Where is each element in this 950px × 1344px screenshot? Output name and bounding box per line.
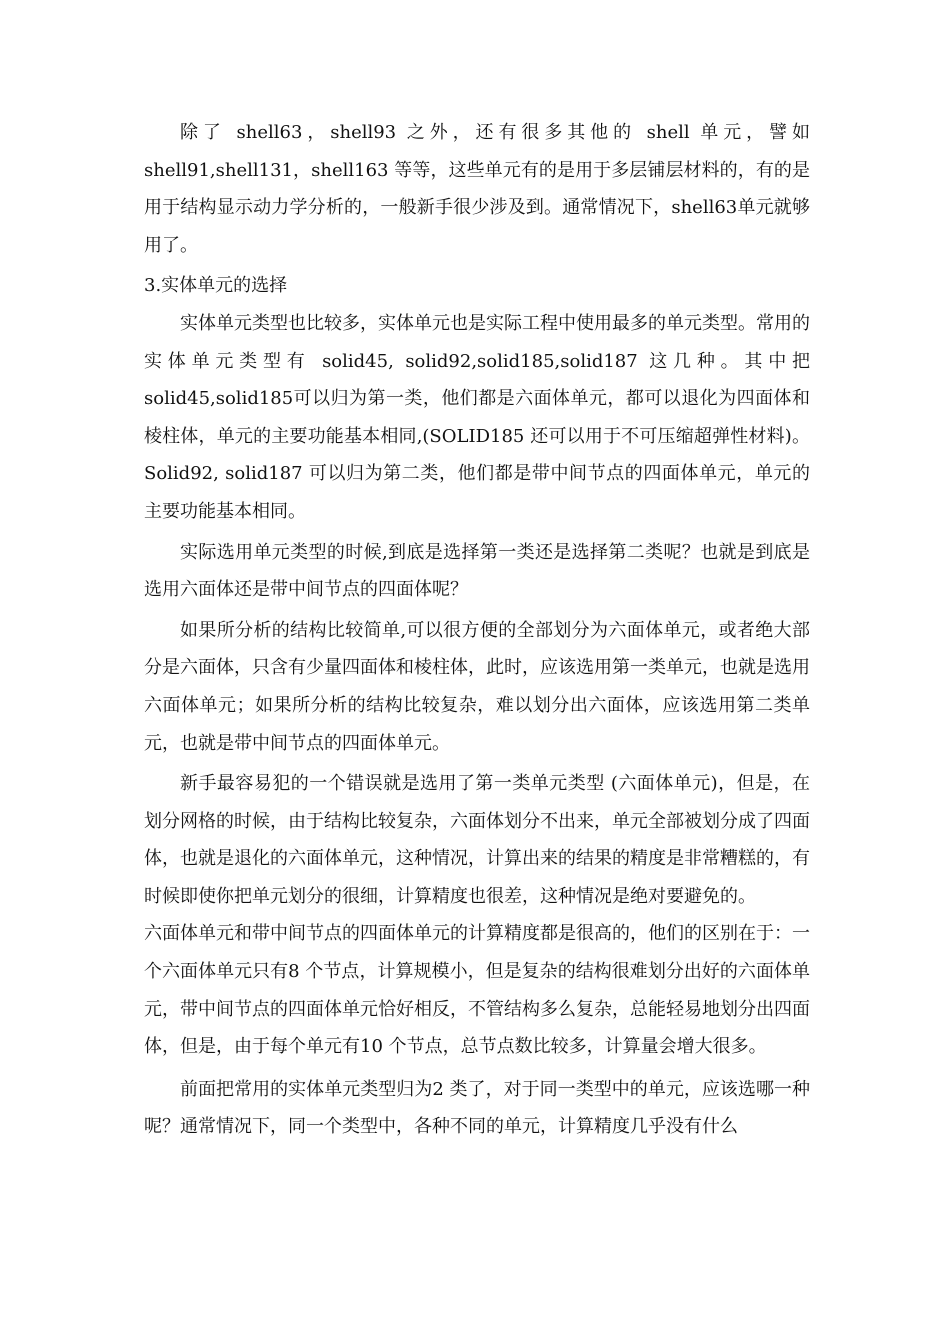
paragraph-shell-elements: 除了 shell63，shell93 之外，还有很多其他的 shell 单元，譬如shell91,shell131，shell163 等等，这些单元有的是用于多层铺层材料的，有的是用于结构显示动力学分析的，一般新手很少涉及到。通常情况下，shell63单元就够用了。 <box>144 122 810 256</box>
paragraph-solid-element-types: 实体单元类型也比较多，实体单元也是实际工程中使用最多的单元类型。常用的实体单元类型有 solid45, solid92,solid185,solid187 这几种。其中把solid45,solid185可以归为第一类，他们都是六面体单元，都可以退化为四面体和棱柱体，单元的主要功能基本相同,(SOLID185 还可以用于不可压缩超弹性材料)。Solid92, solid187 可以归为第二类，他们都是带中间节点的四面体单元，单元的主要功能基本相同。 <box>144 312 810 522</box>
paragraph-selection-question: 实际选用单元类型的时候,到底是选择第一类还是选择第二类呢？也就是到底是选用六面体还是带中间节点的四面体呢？ <box>144 541 810 601</box>
section-heading-solid-elements: 3.实体单元的选择 <box>144 275 288 297</box>
paragraph-accuracy-comparison: 六面体单元和带中间节点的四面体单元的计算精度都是很高的，他们的区别在于：一个六面体单元只有8 个节点，计算规模小，但是复杂的结构很难划分出好的六面体单元，带中间节点的四面体单元恰好相反，不管结构多么复杂，总能轻易地划分出四面体，但是，由于每个单元有10 个节点，总节点数比较多，计算量会增大很多。 <box>144 923 810 1058</box>
paragraph-simple-vs-complex: 如果所分析的结构比较简单,可以很方便的全部划分为六面体单元，或者绝大部分是六面体，只含有少量四面体和棱柱体，此时，应该选用第一类单元，也就是选用六面体单元；如果所分析的结构比较复杂，难以划分出六面体，应该选用第二类单元，也就是带中间节点的四面体单元。 <box>144 619 810 754</box>
paragraph-common-mistake: 新手最容易犯的一个错误就是选用了第一类单元类型 (六面体单元)，但是，在划分网格的时候，由于结构比较复杂，六面体划分不出来，单元全部被划分成了四面体，也就是退化的六面体单元，这种情况，计算出来的结果的精度是非常糟糕的，有时候即使你把单元划分的很细，计算精度也很差，这种情况是绝对要避免的。 <box>144 773 810 907</box>
paragraph-same-type-choice: 前面把常用的实体单元类型归为2 类了，对于同一类型中的单元，应该选哪一种呢？通常情况下，同一个类型中，各种不同的单元，计算精度几乎没有什么 <box>144 1078 810 1138</box>
document-body <box>144 114 810 1146</box>
